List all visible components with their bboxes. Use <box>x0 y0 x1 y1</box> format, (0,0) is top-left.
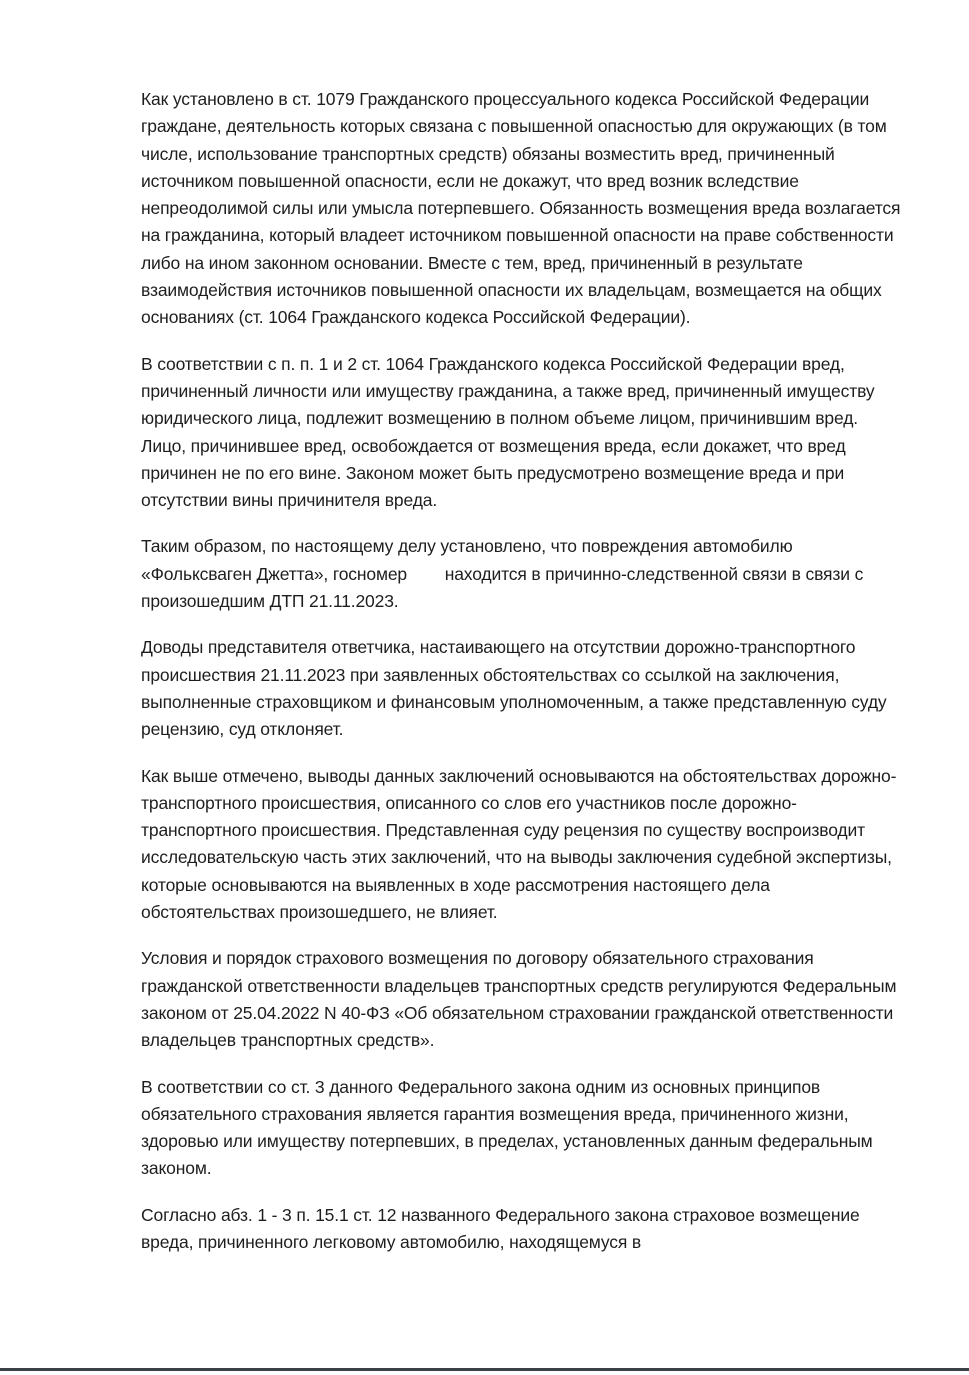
paragraph-liability-1079: Как установлено в ст. 1079 Гражданского процессуального кодекса Российской Федерации граждане, деятельность которых связана с повышенной опасностью для окружающих (в том числе, использование транспортных средств) обязаны возместить вред, причиненный источником повышенной опасности, если не докажут, что вред возник вследствие непреодолимой силы или умысла потерпевшего. Обязанность возмещения вреда возлагается на гражданина, который владеет источником повышенной опасности на праве собственности либо на ином законном основании. Вместе с тем, вред, причиненный в результате взаимодействия источников повышенной опасности их владельцам, возмещается на общих основаниях (ст. 1064 Гражданского кодекса Российской Федерации). <box>141 89 906 328</box>
paragraph-osago-law: Условия и порядок страхового возмещения по договору обязательного страхования гражданской ответственности владельцев транспортных средств регулируются Федеральным законом от 25.04.2022 N 40-ФЗ «Об обязательном страховании гражданской ответственности владельцев транспортных средств». <box>141 948 902 1051</box>
paragraph-expert-review: Как выше отмечено, выводы данных заключений основываются на обстоятельствах дорожно-транспортного происшествия, описанного со слов его участников после дорожно-транспортного происшествия. Представленная суду рецензия по существу воспроизводит исследовательскую часть этих заключений, что на выводы заключения судебной экспертизы, которые основываются на выявленных в ходе рассмотрения настоящего дела обстоятельствах произошедшего, не влияет. <box>141 765 897 923</box>
document-text-block <box>141 86 907 1275</box>
paragraph-article-12: Согласно абз. 1 - 3 п. 15.1 ст. 12 названного Федерального закона страховое возмещение вреда, причиненного легковому автомобилю, находящемуся в <box>141 1204 865 1252</box>
paragraph-article-3: В соответствии со ст. 3 данного Федерального закона одним из основных принципов обязательного страхования является гарантия возмещения вреда, причиненного жизни, здоровью или имуществу потерпевших, в пределах, установленных данным федеральным законом. <box>141 1076 878 1179</box>
paragraph-liability-1064: В соответствии с п. п. 1 и 2 ст. 1064 Гражданского кодекса Российской Федерации вред, причиненный личности или имуществу гражданина, а также вред, причиненный имуществу юридического лица, подлежит возмещению в полном объеме лицом, причинившим вред. Лицо, причинившее вред, освобождается от возмещения вреда, если докажет, что вред причинен не по его вине. Законом может быть предусмотрено возмещение вреда и при отсутствии вины причинителя вреда. <box>141 353 880 511</box>
paragraph-defendant-arguments: Доводы представителя ответчика, настаивающего на отсутствии дорожно-транспортного происшествия 21.11.2023 при заявленных обстоятельствах со ссылкой на заключения, выполненные страховщиком и финансовым уполномоченным, а также представленную суду рецензию, суд отклоняет. <box>141 637 892 740</box>
paragraph-causal-link: Таким образом, по настоящему делу установлено, что повреждения автомобилю «Фольксваген Джетта», госномер находится в причинно-следственной связи в связи с произошедшим ДТП 21.11.2023. <box>141 536 868 612</box>
bottom-divider-line <box>0 1368 969 1371</box>
